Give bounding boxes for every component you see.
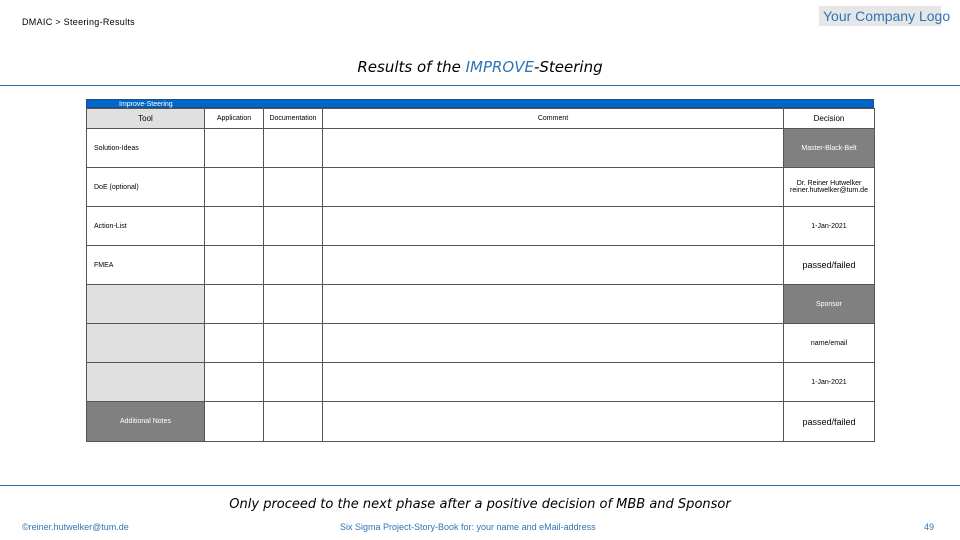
bottom-divider [0,485,960,486]
row-comment-cell[interactable] [322,206,784,246]
title-prefix: Results of the [357,58,466,76]
row-application-cell[interactable] [204,362,264,402]
row-tool: FMEA [86,245,205,285]
row-documentation-cell[interactable] [263,401,323,442]
row-decision: name/email [783,323,875,363]
row-documentation-cell[interactable] [263,323,323,363]
row-decision: 1-Jan-2021 [783,206,875,246]
company-logo-placeholder: Your Company Logo [819,6,941,26]
row-application-cell[interactable] [204,128,264,168]
row-decision: passed/failed [783,401,875,442]
header-tool: Tool [86,108,205,129]
footer-copyright: ©reiner.hutwelker@tum.de [22,522,129,532]
table-section-label: Improve-Steering [86,99,874,108]
row-comment-cell[interactable] [322,245,784,285]
row-tool: Solution-Ideas [86,128,205,168]
row-documentation-cell[interactable] [263,128,323,168]
row-decision: Sponsor [783,284,875,324]
row-tool-empty [86,362,205,402]
row-decision: Dr. Reiner Hutwelker reiner.hutwelker@tum.de [783,167,875,207]
page-number: 49 [924,522,935,532]
header-decision: Decision [783,108,875,129]
row-application-cell[interactable] [204,206,264,246]
row-documentation-cell[interactable] [263,206,323,246]
footer-book-title: Six Sigma Project-Story-Book for: your name and eMail-address [340,522,596,532]
header-application: Application [204,108,264,129]
row-comment-cell[interactable] [322,362,784,402]
row-documentation-cell[interactable] [263,167,323,207]
row-tool: Additional Notes [86,401,205,442]
page-title [0,58,960,76]
row-tool-empty [86,323,205,363]
header-documentation: Documentation [263,108,323,129]
row-tool: DoE (optional) [86,167,205,207]
row-documentation-cell[interactable] [263,284,323,324]
breadcrumb: DMAIC > Steering-Results [22,17,135,27]
row-application-cell[interactable] [204,401,264,442]
row-comment-cell[interactable] [322,284,784,324]
header-comment: Comment [322,108,784,129]
steering-table [86,108,875,442]
row-decision: passed/failed [783,245,875,285]
row-comment-cell[interactable] [322,401,784,442]
row-application-cell[interactable] [204,167,264,207]
row-decision: 1-Jan-2021 [783,362,875,402]
row-comment-cell[interactable] [322,128,784,168]
row-application-cell[interactable] [204,323,264,363]
title-suffix: -Steering [533,58,603,76]
footer-note: Only proceed to the next phase after a positive decision of MBB and Sponsor [229,497,731,512]
row-comment-cell[interactable] [322,167,784,207]
row-documentation-cell[interactable] [263,362,323,402]
row-tool: Action-List [86,206,205,246]
row-application-cell[interactable] [204,284,264,324]
row-comment-cell[interactable] [322,323,784,363]
row-tool-empty [86,284,205,324]
row-documentation-cell[interactable] [263,245,323,285]
top-divider [0,85,960,86]
row-application-cell[interactable] [204,245,264,285]
row-decision: Master-Black-Belt [783,128,875,168]
title-highlight: IMPROVE [465,58,534,76]
